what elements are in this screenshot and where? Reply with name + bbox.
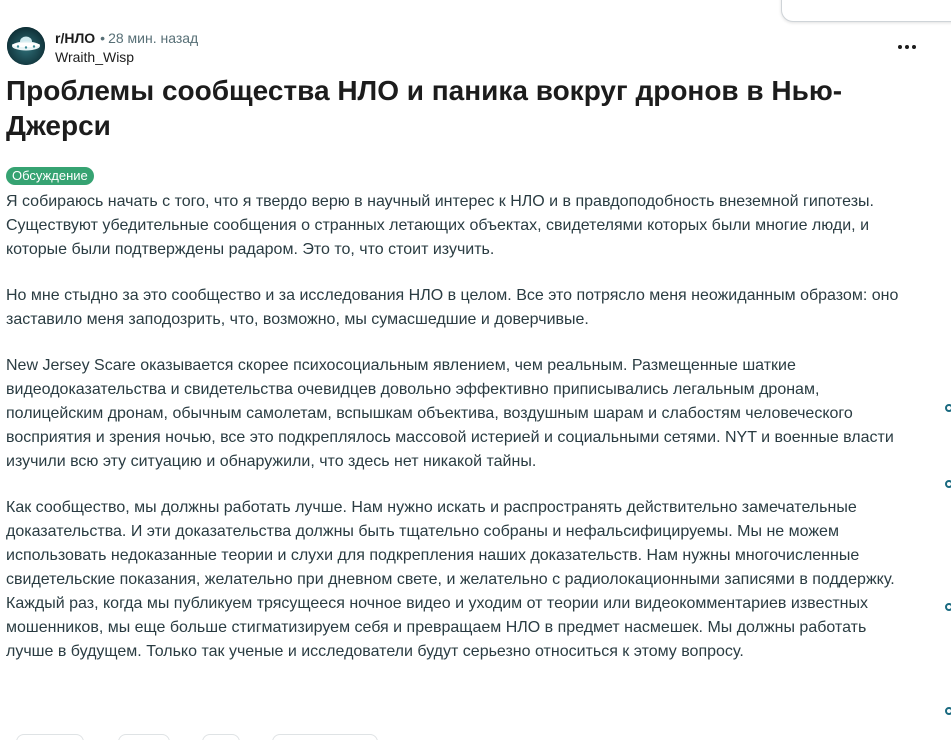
edge-indicator — [945, 603, 951, 611]
ufo-icon — [7, 27, 45, 65]
subreddit-link[interactable]: r/НЛО — [55, 30, 96, 46]
comments-button[interactable] — [118, 734, 170, 740]
paragraph: Я собираюсь начать с того, что я твердо верю в научный интерес к НЛО и в правдоподобность внеземной гипотезы. Существуют убедительные сообщения о странных летающих объектах, свидетелями которых были многие люди, и которые были подтверждены радаром. Это то, что стоит изучить. — [6, 193, 874, 258]
post-title: Проблемы сообщества НЛО и паника вокруг дронов в Нью-Джерси — [6, 75, 843, 141]
post-body — [6, 190, 918, 686]
paragraph: Но мне стыдно за это сообщество и за исследования НЛО в целом. Все это потрясло меня неожиданным образом: оно заставило меня заподозрить, что, возможно, мы сумасшедшие и доверчивые. — [6, 287, 899, 328]
top-right-panel — [781, 0, 951, 22]
share-button[interactable] — [272, 734, 378, 740]
author-link[interactable]: Wraith_Wisp — [55, 49, 135, 65]
post-time: 28 мин. назад — [108, 30, 199, 46]
award-button[interactable] — [202, 734, 240, 740]
paragraph: Как сообщество, мы должны работать лучше. Нам нужно искать и распространять действительно замечательные доказательства. И эти доказательства должны быть тщательно собраны и нефальсифицируемы. Мы не можем использовать недоказанные теории и слухи для подкрепления наших доказательств. Нам нужны многочисленные свидетельские показания, желательно при дневном свете, и желательно с радиолокационными записями в поддержку. Каждый раз, когда мы публикуем трясущееся ночное видео и уходим от теории или видеокомментариев известных мошенников, мы еще больше стигматизируем себя и превращаем НЛО в предмет насмешек. Мы должны работать лучше в будущем. Только так ученые и исследователи будут серьезно относиться к этому вопросу. — [6, 499, 895, 660]
vote-button[interactable] — [16, 734, 84, 740]
post-header — [7, 27, 937, 67]
paragraph: New Jersey Scare оказывается скорее психосоциальным явлением, чем реальным. Размещенные шаткие видеодоказательства и свидетельства очевидцев довольно эффективно приписывались легальным дронам, полицейским дронам, обычным самолетам, вспышкам объектива, воздушным шарам и слабостям человеческого восприятия и зрения ночью, все это подкреплялось массовой истерией и социальными сетями. NYT и военные власти изучили всю эту ситуацию и обнаружили, что здесь нет никакой тайны. — [6, 357, 894, 470]
post-meta — [55, 30, 198, 47]
edge-indicator — [945, 404, 951, 412]
more-options-icon — [897, 45, 918, 49]
subreddit-avatar[interactable] — [7, 27, 45, 65]
edge-indicator — [945, 707, 951, 715]
meta-separator: • — [100, 30, 106, 46]
post-flair[interactable]: Обсуждение — [6, 167, 94, 185]
edge-indicator — [945, 480, 951, 488]
more-options-button[interactable] — [895, 37, 919, 57]
